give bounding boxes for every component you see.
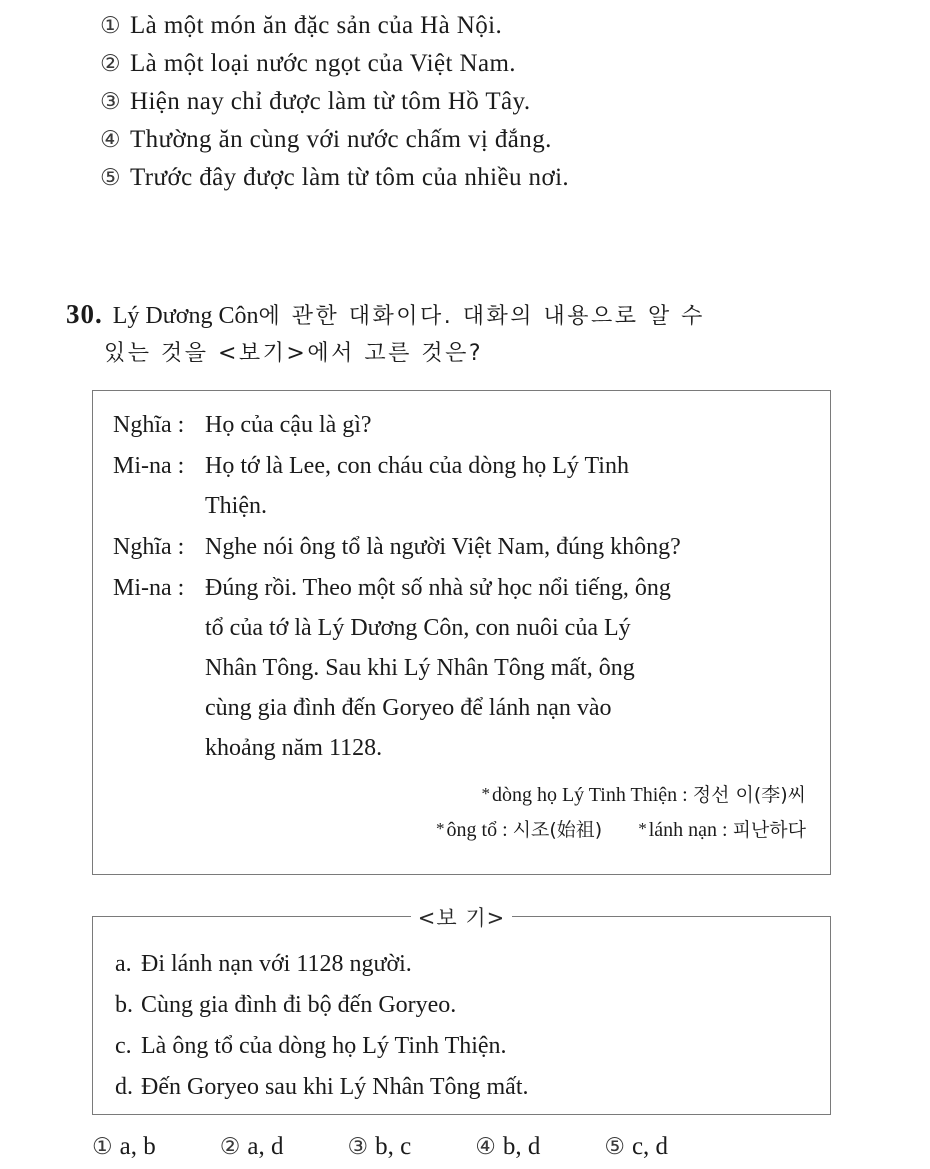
dialogue-text-line: Thiện. — [205, 493, 267, 519]
answer-choice-label: b, d — [502, 1133, 541, 1160]
option-marker-icon: ① — [100, 13, 122, 38]
option-row[interactable] — [100, 88, 860, 126]
option-label: Thường ăn cùng với nước chấm vị đắng. — [130, 126, 552, 153]
dialogue-lines — [113, 405, 820, 769]
question-stem-korean-2: 있는 것을 <보기>에서 고른 것은? — [104, 341, 484, 366]
dialogue-speaker: Mi-na : — [113, 575, 185, 601]
option-marker-icon: ② — [100, 51, 122, 76]
answer-marker-icon: ④ — [475, 1134, 496, 1159]
answer-marker-icon: ② — [219, 1134, 241, 1159]
option-label: Là một món ăn đặc sản của Hà Nội. — [130, 12, 503, 39]
option-row[interactable] — [100, 126, 860, 164]
option-label: Hiện nay chỉ được làm từ tôm Hồ Tây. — [130, 88, 531, 115]
dialogue-text-line: tổ của tớ là Lý Dương Côn, con nuôi của Lý — [205, 615, 631, 641]
asterisk-icon: * — [436, 819, 445, 838]
footnote-line — [113, 812, 806, 847]
question-number: 30. — [66, 299, 103, 329]
answer-choice-5[interactable] — [604, 1133, 668, 1161]
question-subject-name: Lý Dương Côn — [112, 303, 259, 329]
answer-marker-icon: ① — [92, 1134, 113, 1159]
option-label: Là một loại nước ngọt của Việt Nam. — [130, 50, 516, 77]
answer-marker-icon: ③ — [347, 1134, 369, 1159]
bogi-label — [93, 902, 830, 932]
bogi-item-marker: b. — [115, 992, 133, 1018]
question-stem-line-1 — [66, 296, 896, 335]
option-marker-icon: ⑤ — [100, 165, 122, 190]
footnote-gloss: 피난하다 — [732, 819, 806, 841]
bogi-item-label: Đi lánh nạn với 1128 người. — [141, 951, 412, 977]
answer-choice-4[interactable] — [475, 1133, 540, 1161]
previous-question-options — [100, 12, 860, 202]
option-row[interactable] — [100, 164, 860, 202]
footnote-term: dòng họ Lý Tinh Thiện : — [491, 784, 688, 806]
bogi-item-label: Cùng gia đình đi bộ đến Goryeo. — [141, 992, 457, 1018]
option-row[interactable] — [100, 50, 860, 88]
answer-choice-3[interactable] — [347, 1133, 411, 1161]
option-marker-icon: ③ — [100, 89, 122, 114]
footnote-glosses — [113, 777, 806, 847]
dialogue-text-line: cùng gia đình đến Goryeo để lánh nạn vào — [205, 695, 612, 721]
dialogue-speaker: Mi-na : — [113, 453, 185, 479]
bogi-item[interactable] — [115, 1026, 820, 1067]
dialogue-turn — [113, 405, 820, 445]
answer-marker-icon: ⑤ — [604, 1134, 625, 1159]
answer-choice-label: b, c — [375, 1133, 412, 1160]
bogi-item-marker: c. — [115, 1033, 132, 1059]
answer-choice-label: a, b — [119, 1133, 156, 1160]
asterisk-icon: * — [481, 784, 490, 803]
dialogue-text — [205, 568, 820, 768]
question-stem — [66, 296, 896, 372]
bogi-items — [115, 944, 820, 1108]
dialogue-text — [205, 405, 820, 445]
dialogue-text — [205, 527, 820, 567]
dialogue-turn — [113, 568, 820, 768]
option-label: Trước đây được làm từ tôm của nhiều nơi. — [130, 164, 570, 191]
dialogue-text-line: Họ tớ là Lee, con cháu của dòng họ Lý Tinh — [205, 453, 629, 479]
bogi-item-marker: a. — [115, 951, 132, 977]
question-stem-korean-1: 에 관한 대화이다. 대화의 내용으로 알 수 — [258, 304, 705, 329]
answer-choice-2[interactable] — [220, 1133, 284, 1161]
bogi-item[interactable] — [115, 1067, 820, 1108]
answer-choices-row — [92, 1133, 892, 1161]
answer-choice-1[interactable] — [92, 1133, 156, 1161]
asterisk-icon: * — [638, 819, 647, 838]
footnote-line — [113, 777, 806, 812]
bogi-item-marker: d. — [115, 1074, 133, 1100]
bogi-box — [92, 906, 831, 1115]
option-marker-icon: ④ — [100, 127, 122, 152]
dialogue-speaker: Nghĩa : — [113, 412, 185, 438]
dialogue-text-line: Họ của cậu là gì? — [205, 412, 372, 438]
bogi-item[interactable] — [115, 944, 820, 985]
dialogue-text-line: khoảng năm 1128. — [205, 735, 383, 761]
dialogue-speaker: Nghĩa : — [113, 534, 185, 560]
bogi-label-text: <보 기> — [411, 906, 512, 930]
bogi-item-label: Đến Goryeo sau khi Lý Nhân Tông mất. — [141, 1074, 529, 1100]
footnote-gloss: 정선 이(李)씨 — [692, 784, 806, 806]
dialogue-text — [205, 446, 820, 526]
footnote-term: ông tổ : — [446, 819, 508, 841]
dialogue-text-line: Đúng rồi. Theo một số nhà sử học nổi tiếng, ông — [205, 575, 671, 601]
footnote-gloss: 시조(始祖) — [512, 819, 603, 841]
question-stem-line-2 — [66, 335, 896, 372]
dialogue-turn — [113, 446, 820, 526]
footnote-term: lánh nạn : — [648, 819, 728, 841]
dialogue-text-line: Nghe nói ông tổ là người Việt Nam, đúng không? — [205, 534, 681, 560]
dialogue-passage-box — [92, 390, 831, 875]
answer-choice-label: c, d — [631, 1133, 669, 1160]
dialogue-text-line: Nhân Tông. Sau khi Lý Nhân Tông mất, ông — [205, 655, 635, 681]
answer-choice-label: a, d — [247, 1133, 284, 1160]
bogi-item[interactable] — [115, 985, 820, 1026]
dialogue-turn — [113, 527, 820, 567]
bogi-item-label: Là ông tổ của dòng họ Lý Tinh Thiện. — [141, 1033, 507, 1059]
option-row[interactable] — [100, 12, 860, 50]
